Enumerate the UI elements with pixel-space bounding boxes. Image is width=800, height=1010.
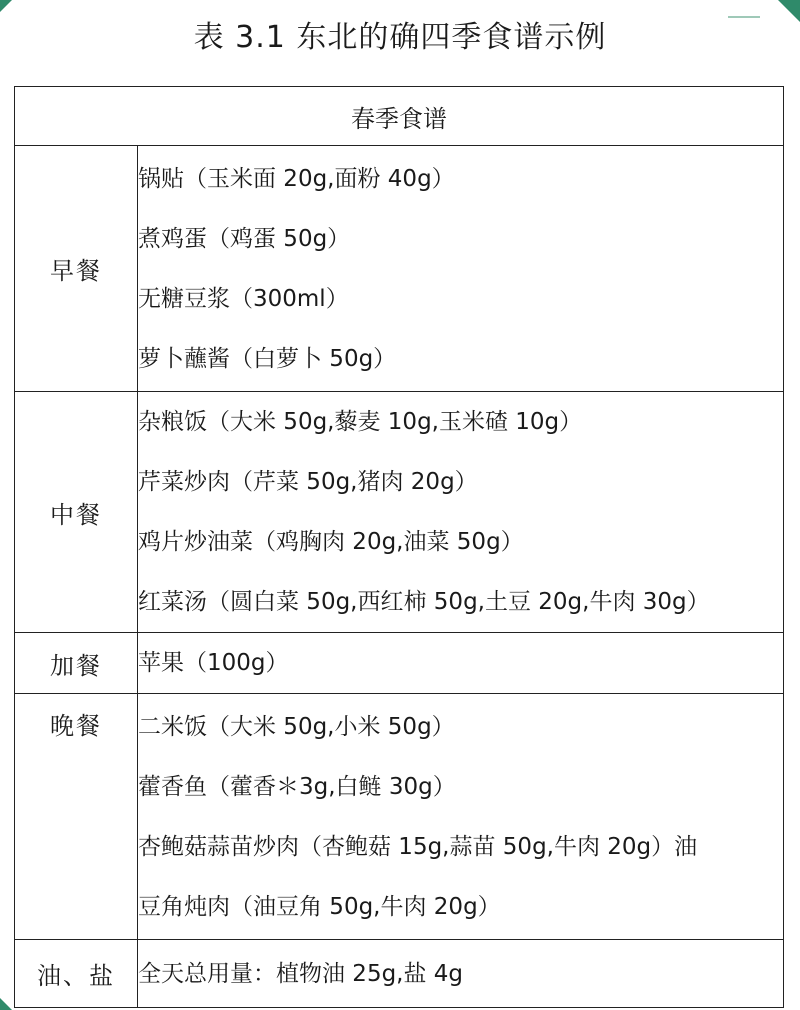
- page-title: 表 3.1 东北的确四季食谱示例: [193, 20, 607, 55]
- list-item: 锅贴（玉米面 20g,面粉 40g）: [138, 165, 455, 192]
- meal-label: 早餐: [15, 146, 138, 392]
- meal-items: [138, 694, 784, 940]
- meal-items: [138, 940, 784, 1008]
- table-header: 春季食谱: [15, 87, 784, 146]
- table-row: [15, 633, 784, 694]
- list-item: 藿香鱼（藿香＊3g,白鲢 30g）: [138, 773, 456, 800]
- table-row: [15, 146, 784, 392]
- table-header-row: [15, 87, 784, 146]
- table-row: [15, 392, 784, 633]
- recipe-table: [14, 86, 784, 1008]
- list-item: 杏鲍菇蒜苗炒肉（杏鲍菇 15g,蒜苗 50g,牛肉 20g）油: [138, 833, 698, 860]
- list-item: 杂粮饭（大米 50g,藜麦 10g,玉米碴 10g）: [138, 409, 583, 435]
- list-item: 萝卜蘸酱（白萝卜 50g）: [138, 345, 397, 372]
- meal-items: [138, 392, 784, 633]
- list-item: 全天总用量：植物油 25g,盐 4g: [138, 960, 464, 987]
- meal-items: [138, 146, 784, 392]
- list-item: 鸡片炒油菜（鸡胸肉 20g,油菜 50g）: [138, 529, 524, 555]
- list-item: 红菜汤（圆白菜 50g,西红柿 50g,土豆 20g,牛肉 30g）: [138, 589, 710, 615]
- meal-label: 晚餐: [15, 694, 138, 940]
- list-item: 煮鸡蛋（鸡蛋 50g）: [138, 225, 351, 252]
- list-item: 无糖豆浆（300ml）: [138, 285, 349, 312]
- meal-label: 加餐: [15, 633, 138, 694]
- list-item: 豆角炖肉（油豆角 50g,牛肉 20g）: [138, 893, 501, 920]
- list-item: 苹果（100g）: [138, 650, 289, 676]
- meal-label: 中餐: [15, 392, 138, 633]
- table-row: [15, 940, 784, 1008]
- meal-label: 油、盐: [15, 940, 138, 1008]
- table-row: [15, 694, 784, 940]
- list-item: 芹菜炒肉（芹菜 50g,猪肉 20g）: [138, 469, 478, 495]
- corner-decoration-top-left: [0, 0, 12, 12]
- corner-decoration-bottom-left: [0, 998, 12, 1010]
- meal-items: [138, 633, 784, 694]
- list-item: 二米饭（大米 50g,小米 50g）: [138, 713, 455, 740]
